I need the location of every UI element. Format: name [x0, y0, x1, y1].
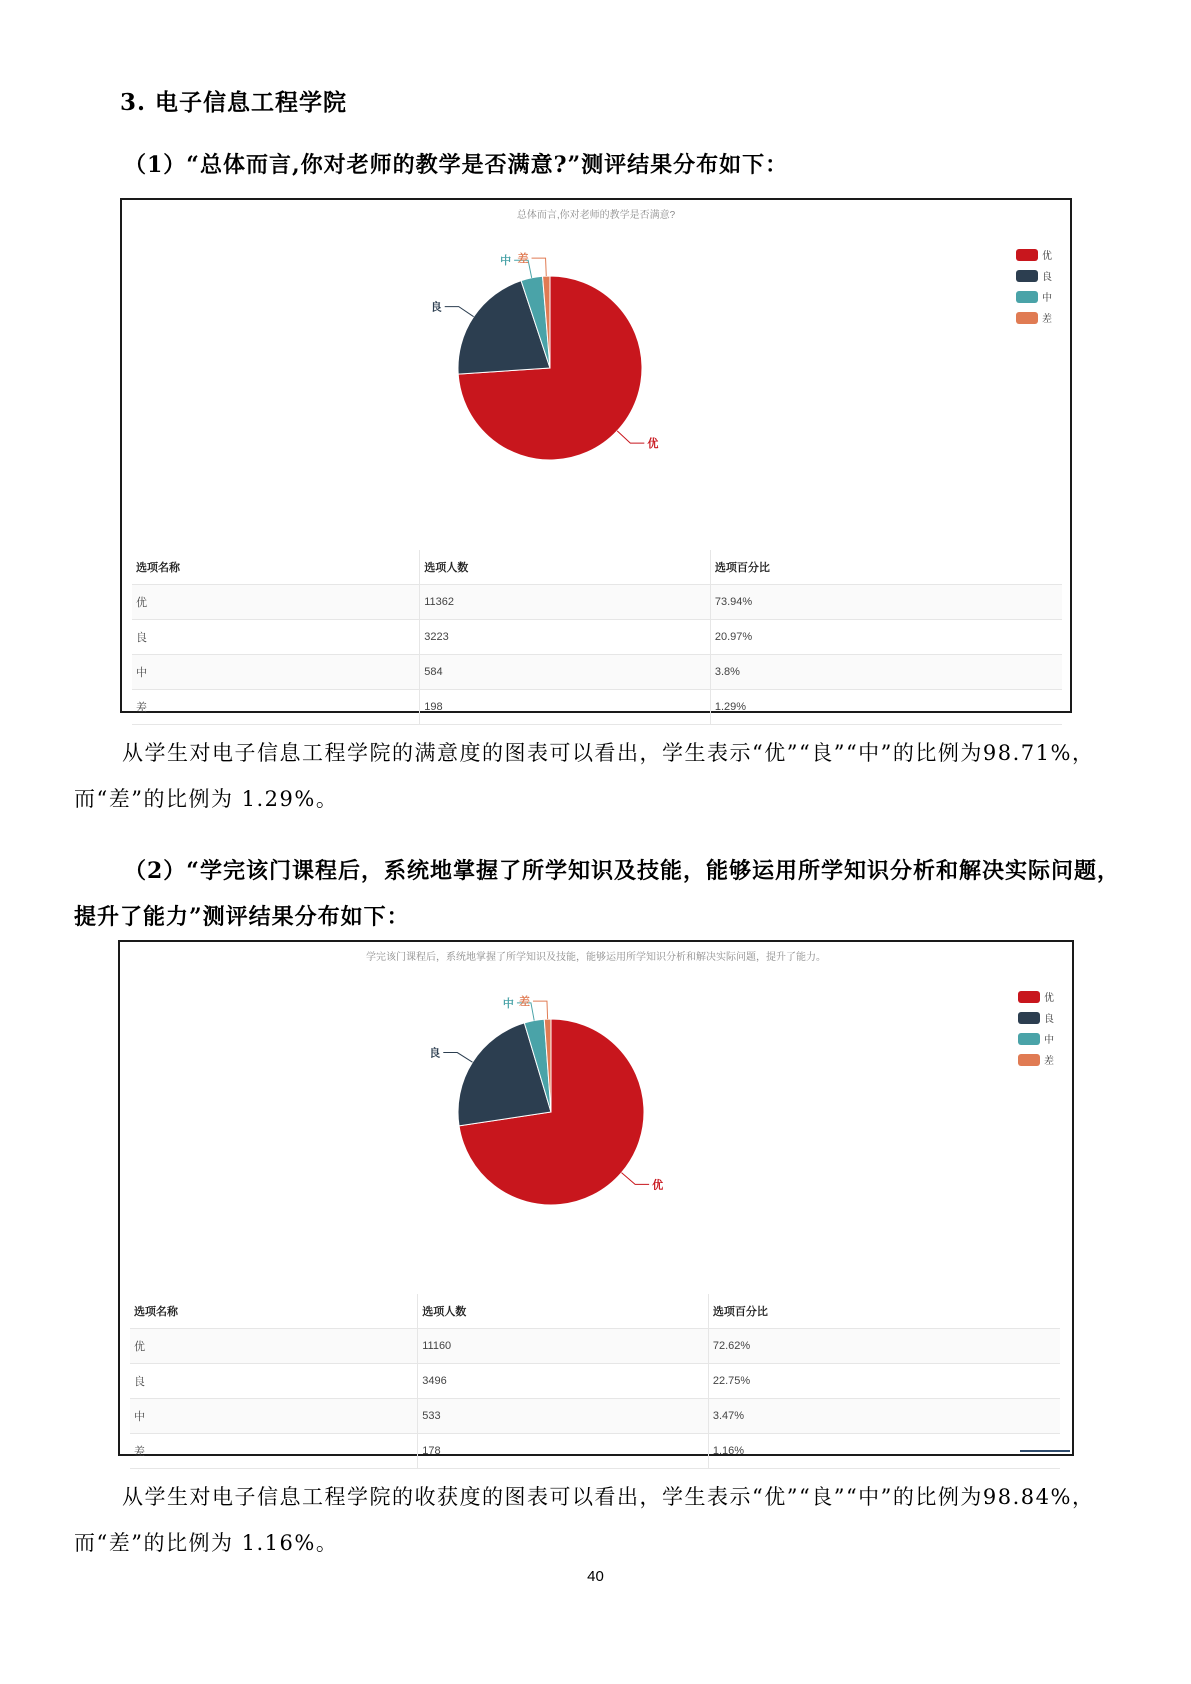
table-cell: 11362 — [420, 585, 711, 620]
table-cell: 优 — [130, 1329, 418, 1364]
table-cell: 差 — [132, 690, 420, 725]
chart-2-legend-item[interactable] — [1018, 986, 1054, 1007]
legend-swatch — [1018, 1033, 1040, 1045]
chart-1-title: 总体而言,你对老师的教学是否满意? — [516, 210, 676, 221]
chart-1-legend-item[interactable] — [1016, 307, 1052, 328]
table-cell: 20.97% — [710, 620, 1062, 655]
chart-1-leader-line — [532, 258, 547, 276]
table-cell: 3223 — [420, 620, 711, 655]
table-cell: 178 — [418, 1434, 709, 1469]
table-cell: 3.8% — [710, 655, 1062, 690]
chart-2-legend-item[interactable] — [1018, 1007, 1054, 1028]
table-row — [132, 690, 1062, 725]
question-2-heading: （2）“学完该门课程后，系统地掌握了所学知识及技能，能够运用所学知识分析和解决实际问题，提升了能力”测评结果分布如下： — [74, 858, 1120, 930]
table-row — [130, 1434, 1060, 1469]
table-cell: 差 — [130, 1434, 418, 1469]
chart-2-leader-line — [621, 1173, 649, 1185]
table-cell: 1.16% — [708, 1434, 1060, 1469]
table-cell: 中 — [132, 655, 420, 690]
legend-label: 中 — [1044, 1035, 1054, 1046]
chart-2-leader-line — [443, 1053, 472, 1063]
chart-1-leader-line — [445, 307, 474, 317]
legend-swatch — [1016, 270, 1038, 282]
chart-1-legend-item[interactable] — [1016, 244, 1052, 265]
table-header-cell: 选项人数 — [418, 1294, 709, 1329]
table-row — [130, 1329, 1060, 1364]
chart-1-slice-label: 差 — [517, 253, 529, 266]
table-row — [130, 1364, 1060, 1399]
table-header-cell: 选项人数 — [420, 550, 711, 585]
table-cell: 73.94% — [710, 585, 1062, 620]
chart-2-legend-item[interactable] — [1018, 1049, 1054, 1070]
table-cell: 良 — [130, 1364, 418, 1399]
table-header-cell: 选项名称 — [130, 1294, 418, 1329]
table-cell: 中 — [130, 1399, 418, 1434]
table-header-cell: 选项名称 — [132, 550, 420, 585]
legend-swatch — [1018, 1012, 1040, 1024]
chart-2-table — [130, 1294, 1060, 1469]
chart-1-legend-item[interactable] — [1016, 265, 1052, 286]
legend-label: 差 — [1042, 314, 1052, 325]
chart-1-legend — [1016, 244, 1052, 328]
legend-label: 优 — [1042, 251, 1052, 262]
question-2-paragraph: 从学生对电子信息工程学院的收获度的图表可以看出，学生表示“优”“良”“中”的比例为98.84%，而“差”的比例为 1.16%。 — [74, 1485, 1095, 1555]
chart-2-slice-label: 中 — [502, 997, 514, 1010]
corner-mark — [1020, 1450, 1070, 1452]
table-cell: 良 — [132, 620, 420, 655]
table-cell: 198 — [420, 690, 711, 725]
legend-swatch — [1018, 991, 1040, 1003]
chart-2-slice-label: 差 — [518, 996, 530, 1009]
table-header-cell: 选项百分比 — [708, 1294, 1060, 1329]
chart-2-legend-item[interactable] — [1018, 1028, 1054, 1049]
section-title: 3. 电子信息工程学院 — [120, 89, 348, 116]
table-cell: 3496 — [418, 1364, 709, 1399]
legend-swatch — [1016, 249, 1038, 261]
question-1-heading: （1）“总体而言,你对老师的教学是否满意?”测评结果分布如下： — [124, 152, 789, 178]
chart-1-pie — [122, 200, 1070, 530]
chart-2-slice-label: 优 — [652, 1179, 664, 1192]
chart-1-frame — [120, 198, 1072, 713]
table-cell: 优 — [132, 585, 420, 620]
legend-label: 良 — [1042, 272, 1052, 283]
table-header-row — [130, 1294, 1060, 1329]
chart-2-legend — [1018, 986, 1054, 1070]
table-row — [132, 585, 1062, 620]
chart-2-pie — [120, 942, 1072, 1272]
chart-2-frame — [118, 940, 1074, 1456]
page-number: 40 — [587, 1568, 604, 1585]
chart-1-leader-line — [617, 431, 644, 443]
legend-label: 良 — [1044, 1014, 1054, 1025]
table-cell: 11160 — [418, 1329, 709, 1364]
legend-swatch — [1016, 312, 1038, 324]
table-row — [132, 620, 1062, 655]
table-cell: 533 — [418, 1399, 709, 1434]
chart-1-slice-label: 中 — [500, 255, 512, 268]
table-cell: 22.75% — [708, 1364, 1060, 1399]
table-row — [132, 655, 1062, 690]
legend-swatch — [1016, 291, 1038, 303]
table-row — [130, 1399, 1060, 1434]
table-cell: 584 — [420, 655, 711, 690]
chart-2-leader-line — [533, 1001, 548, 1019]
legend-label: 差 — [1044, 1056, 1054, 1067]
table-cell: 1.29% — [710, 690, 1062, 725]
chart-1-legend-item[interactable] — [1016, 286, 1052, 307]
table-header-row — [132, 550, 1062, 585]
legend-label: 中 — [1042, 293, 1052, 304]
legend-label: 优 — [1044, 993, 1054, 1004]
legend-swatch — [1018, 1054, 1040, 1066]
table-header-cell: 选项百分比 — [710, 550, 1062, 585]
chart-1-table — [132, 550, 1062, 725]
question-1-paragraph: 从学生对电子信息工程学院的满意度的图表可以看出，学生表示“优”“良”“中”的比例为98.71%，而“差”的比例为 1.29%。 — [74, 741, 1095, 811]
table-cell: 3.47% — [708, 1399, 1060, 1434]
chart-1-slice-label: 优 — [647, 438, 659, 451]
chart-1-slice-label: 良 — [430, 301, 442, 314]
chart-2-title: 学完该门课程后，系统地掌握了所学知识及技能，能够运用所学知识分析和解决实际问题，提升了能力。 — [366, 952, 826, 963]
table-cell: 72.62% — [708, 1329, 1060, 1364]
chart-2-slice-label: 良 — [429, 1047, 441, 1060]
